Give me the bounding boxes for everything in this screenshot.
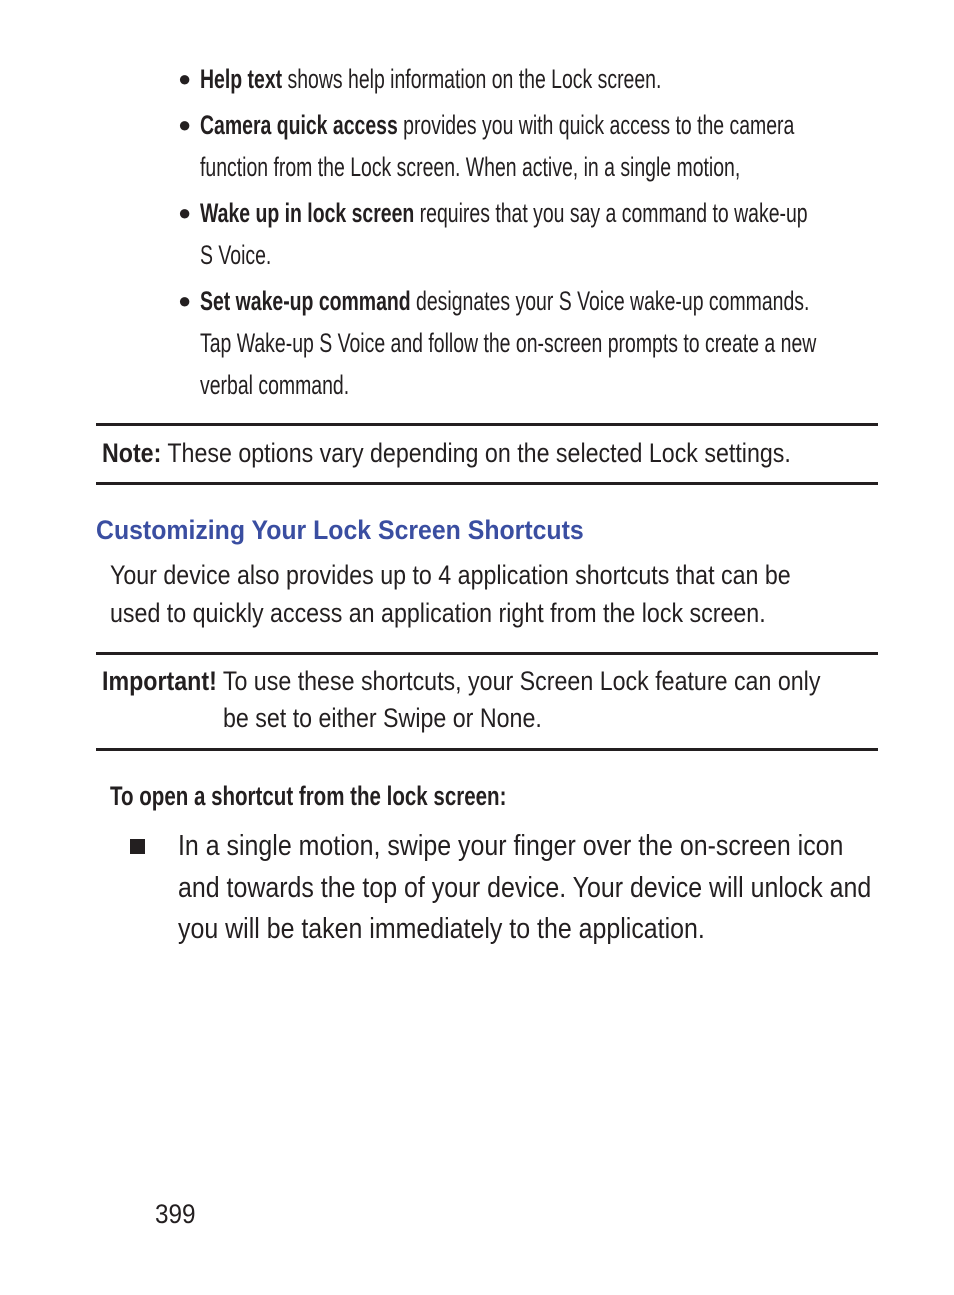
step-line: you will be taken immediately to the application. <box>178 913 705 945</box>
option-bullet-list <box>178 58 898 410</box>
bullet-wake-up-lock-screen <box>178 192 898 276</box>
bullet-help-text <box>178 58 898 100</box>
bullet-dot: ● <box>178 66 192 91</box>
bullet-term: Help text <box>200 64 283 94</box>
bullet-dot: ● <box>178 288 192 313</box>
square-bullet-icon <box>130 839 145 854</box>
procedure-title: To open a shortcut from the lock screen: <box>110 781 507 811</box>
note-box <box>102 433 903 473</box>
step-text <box>178 826 954 951</box>
bullet-description-continued: Tap Wake-up S Voice and follow the on-screen prompts to create a new <box>200 328 817 358</box>
bullet-dot: ● <box>178 200 192 225</box>
bullet-description: shows help information on the Lock screen. <box>282 64 662 94</box>
important-box <box>102 663 937 737</box>
note-bottom-rule <box>96 482 878 485</box>
bullet-dot: ● <box>178 112 192 137</box>
bullet-description: designates your S Voice wake-up commands. <box>410 286 810 316</box>
bullet-description: requires that you say a command to wake-up <box>414 198 808 228</box>
step-line: In a single motion, swipe your finger over the on-screen icon <box>178 830 844 862</box>
note-top-rule <box>96 423 878 426</box>
paragraph-line: used to quickly access an application right from the lock screen. <box>110 598 766 628</box>
bullet-term: Set wake-up command <box>200 286 411 316</box>
bullet-description-continued: verbal command. <box>200 370 350 400</box>
note-text: These options vary depending on the selected Lock settings. <box>161 438 791 468</box>
step-line: and towards the top of your device. Your device will unlock and <box>178 871 872 904</box>
important-text-continued: be set to either Swipe or None. <box>223 703 542 733</box>
bullet-set-wake-up-command <box>178 280 898 406</box>
important-top-rule <box>96 652 878 655</box>
bullet-camera-quick-access <box>178 104 898 188</box>
section-heading: Customizing Your Lock Screen Shortcuts <box>96 515 584 545</box>
page-number: 399 <box>155 1199 196 1229</box>
bullet-description-continued: function from the Lock screen. When active, in a single motion, <box>200 152 741 182</box>
bullet-term: Camera quick access <box>200 110 398 140</box>
bullet-description: provides you with quick access to the camera <box>397 110 795 140</box>
paragraph-line: Your device also provides up to 4 application shortcuts that can be <box>110 560 791 590</box>
bullet-description-continued: S Voice. <box>200 240 272 270</box>
section-paragraph <box>110 556 902 632</box>
note-label: Note: <box>102 438 162 468</box>
bullet-term: Wake up in lock screen <box>200 198 415 228</box>
important-bottom-rule <box>96 748 878 751</box>
important-text: To use these shortcuts, your Screen Lock feature can only <box>216 666 821 696</box>
important-label: Important! <box>102 666 217 696</box>
